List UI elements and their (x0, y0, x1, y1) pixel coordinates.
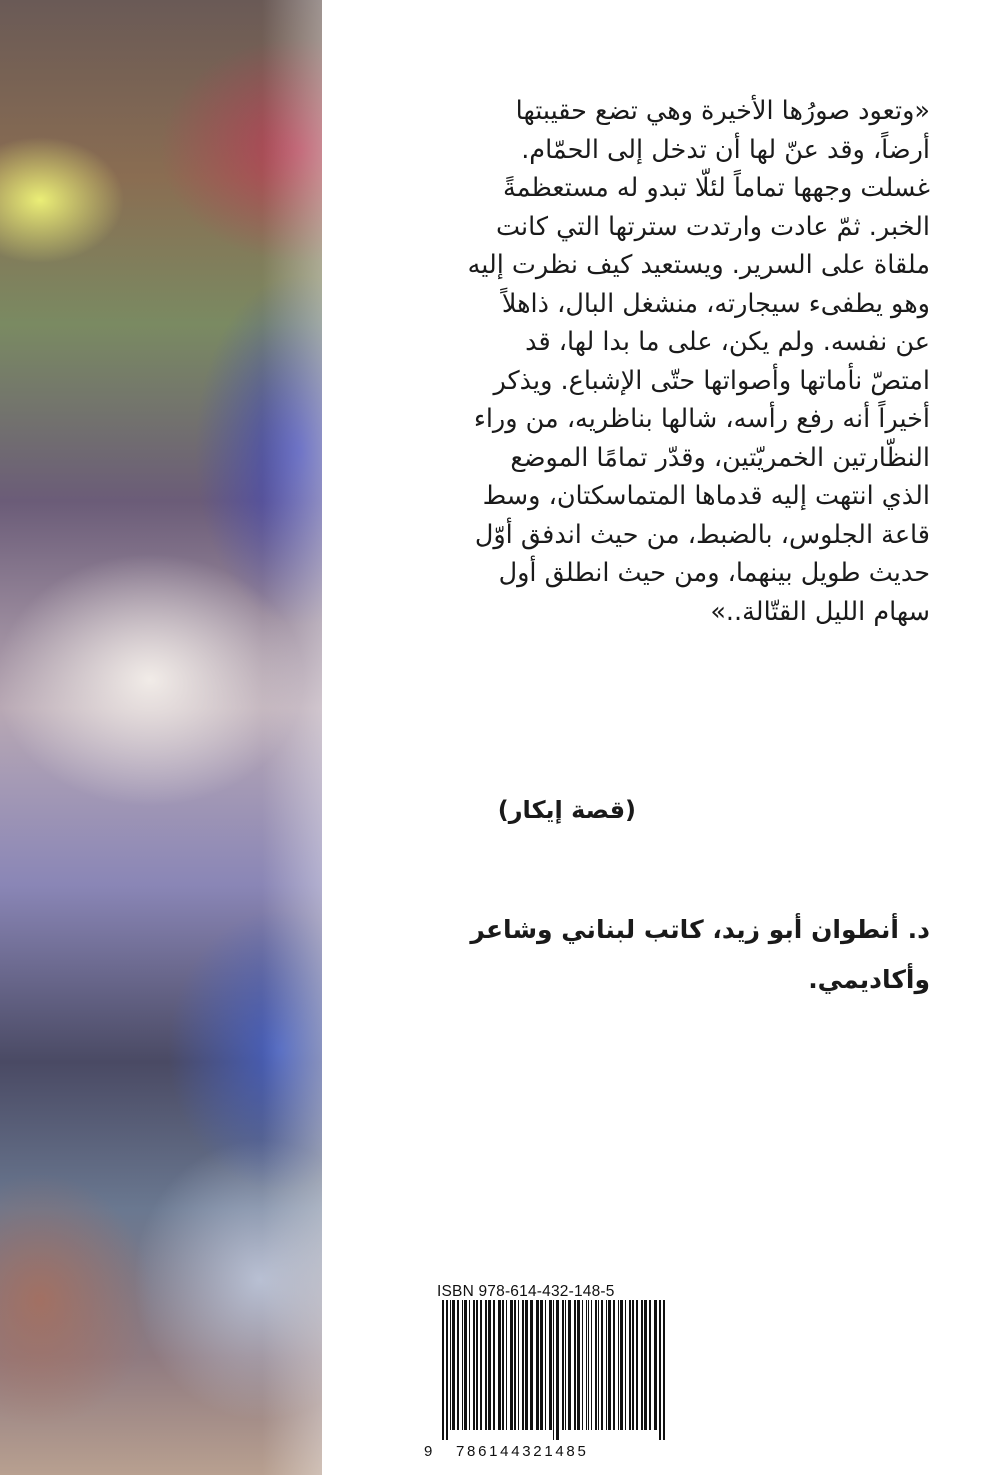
barcode-bar (525, 1300, 528, 1430)
barcode-bar (530, 1300, 533, 1430)
quote-line: الخبر. ثمّ عادت وارتدت سترتها التي كانت (495, 211, 930, 242)
barcode-bar (549, 1300, 552, 1430)
barcode-bar (510, 1300, 513, 1430)
barcode-bar (464, 1300, 467, 1430)
barcode-bar (536, 1300, 539, 1430)
barcode-bar (595, 1300, 597, 1430)
author-bio (420, 905, 930, 1005)
barcode-bar (586, 1300, 587, 1430)
barcode-bar (457, 1300, 459, 1430)
quote-line: الذي انتهت إليه قدماها المتماسكتان، وسط (482, 481, 930, 511)
barcode-bar (588, 1300, 589, 1430)
quote-line: امتصّ نأماتها وأصواتها حتّى الإشباع. ويذكر (493, 365, 930, 396)
barcode-bar (591, 1300, 592, 1430)
barcode-bar (649, 1300, 651, 1430)
barcode-bar (502, 1300, 504, 1430)
barcode-bar (582, 1300, 583, 1430)
barcode-bar (480, 1300, 482, 1430)
barcode-bar (442, 1300, 444, 1440)
barcode-bar (506, 1300, 507, 1430)
barcode-first-digit: 9 (424, 1443, 434, 1460)
barcode-bar (446, 1300, 448, 1440)
barcode-bar (618, 1300, 619, 1430)
barcode-bar (659, 1300, 661, 1440)
barcode-bar (625, 1300, 626, 1430)
isbn-label: ISBN 978-614-432-148-5 (437, 1283, 615, 1300)
quote-line: ملقاة على السرير. ويستعيد كيف نظرت إليه (467, 250, 930, 280)
barcode-bar (545, 1300, 546, 1430)
barcode-bar (450, 1300, 451, 1430)
barcode-bar (518, 1300, 519, 1430)
quote-line: سهام الليل القتّالة..» (710, 596, 930, 627)
quote-source: (قصة إيكار) (497, 796, 636, 824)
barcode-bar (568, 1300, 571, 1430)
barcode-bar (608, 1300, 611, 1430)
quote-line: قاعة الجلوس، بالضبط، من حيث اندفق أوّل (474, 519, 930, 550)
author-bio-line: د. أنطوان أبو زيد، كاتب لبناني وشاعر (470, 915, 930, 944)
barcode-bar (452, 1300, 455, 1430)
barcode-bar (644, 1300, 647, 1430)
quote-line: النظّارتين الخمريّتين، وقدّر تمامًا الموضع (510, 442, 930, 473)
barcode (440, 1300, 667, 1440)
barcode-bar (462, 1300, 463, 1430)
barcode-bar (654, 1300, 657, 1430)
quote-line: حديث طويل بينهما، ومن حيث انطلق أول (498, 558, 930, 588)
barcode-bar (577, 1300, 580, 1430)
barcode-bar (553, 1300, 554, 1440)
quote-line: غسلت وجهها تماماً لئلّا تبدو له مستعظمةً (503, 173, 930, 203)
barcode-bar (476, 1300, 478, 1430)
quote-line: «وتعود صورُها الأخيرة وهي تضع حقيبتها (515, 96, 930, 126)
cover-blurred-photo (0, 0, 322, 1475)
barcode-bar (629, 1300, 631, 1430)
barcode-bar (632, 1300, 634, 1430)
barcode-bar (606, 1300, 607, 1430)
barcode-bar (556, 1300, 559, 1440)
back-cover-quote (425, 92, 930, 631)
barcode-digits: 786144321485 (456, 1443, 589, 1460)
quote-line: عن نفسه. ولم يكن، على ما بدا لها، قد (525, 327, 930, 357)
quote-line: أخيراً أنه رفع رأسه، شالها بناظريه، من وراء (473, 404, 930, 434)
barcode-bar (540, 1300, 543, 1430)
barcode-bar (488, 1300, 491, 1430)
barcode-bar (613, 1300, 615, 1430)
photo-edge-fade (262, 0, 322, 1475)
author-bio-line: وأكاديمي. (808, 965, 930, 994)
barcode-bars (440, 1300, 667, 1440)
quote-line: وهو يطفىء سيجارته، منشغل البال، ذاهلاً (501, 288, 930, 319)
barcode-bar (473, 1300, 475, 1430)
barcode-bar (598, 1300, 599, 1430)
barcode-bar (601, 1300, 603, 1430)
barcode-bar (565, 1300, 566, 1430)
barcode-bar (485, 1300, 487, 1430)
barcode-bar (522, 1300, 524, 1430)
barcode-bar (636, 1300, 638, 1430)
barcode-bar (641, 1300, 643, 1430)
barcode-bar (493, 1300, 495, 1430)
barcode-bar (574, 1300, 576, 1430)
barcode-bar (562, 1300, 564, 1430)
quote-line: أرضاً، وقد عنّ لها أن تدخل إلى الحمّام. (521, 134, 930, 165)
barcode-bar (620, 1300, 623, 1430)
barcode-bar (663, 1300, 665, 1440)
barcode-bar (469, 1300, 470, 1430)
barcode-bar (498, 1300, 501, 1430)
barcode-bar (514, 1300, 516, 1430)
